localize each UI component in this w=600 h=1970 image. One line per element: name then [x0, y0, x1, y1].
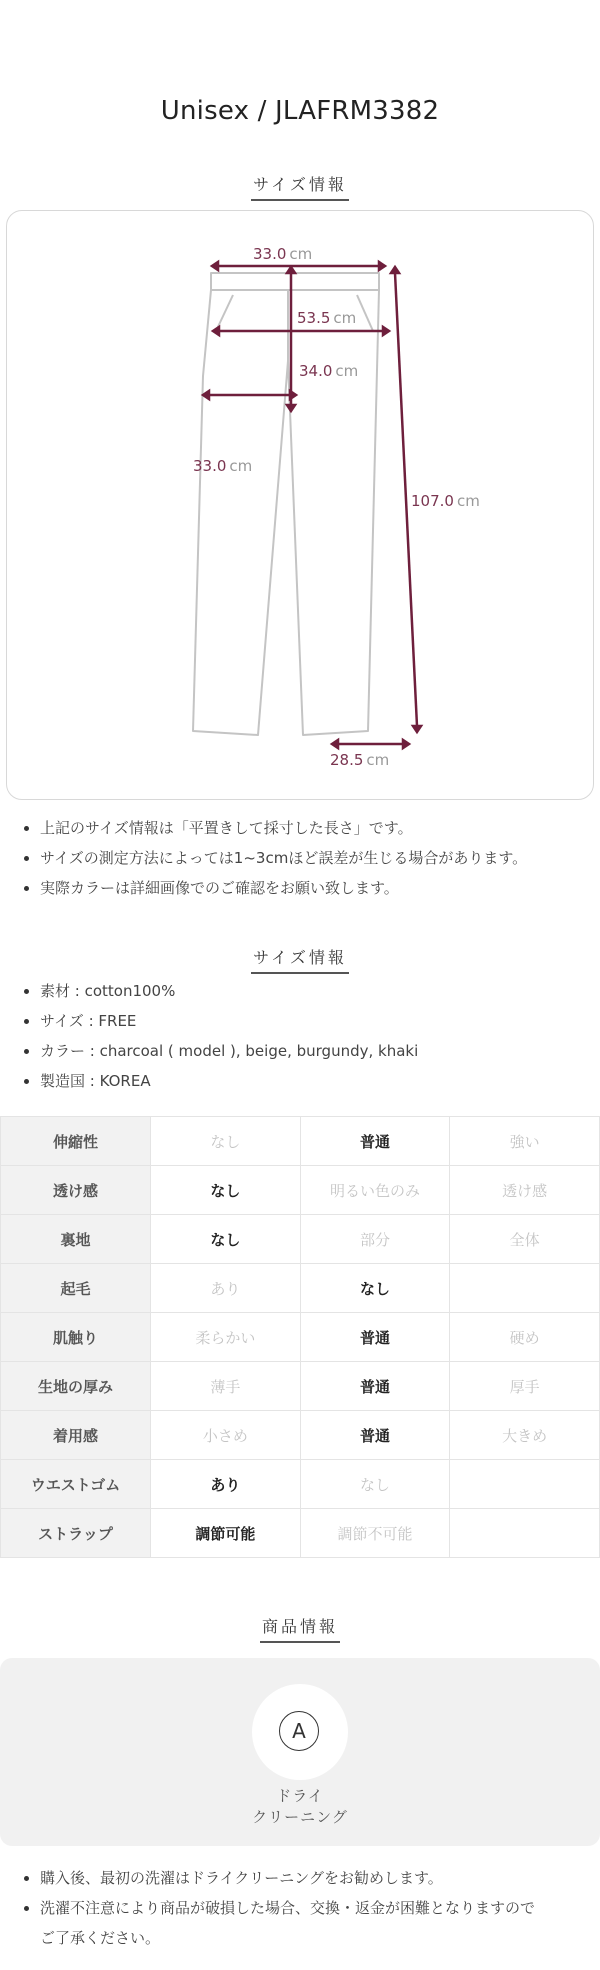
attribute-option: なし [151, 1166, 301, 1215]
attribute-option: 普通 [300, 1411, 450, 1460]
size-section-header [0, 172, 600, 201]
list-item: 上記のサイズ情報は「平置きして採寸した長さ」です。 [18, 813, 527, 843]
list-item: 購入後、最初の洗濯はドライクリーニングをお勧めします。 [18, 1863, 535, 1893]
total-length-unit: cm [456, 492, 480, 510]
table-row [1, 1313, 600, 1362]
hem-width-label [330, 751, 389, 769]
attribute-option: 明るい色のみ [300, 1166, 450, 1215]
rise-unit: cm [335, 362, 359, 380]
attribute-option: 厚手 [450, 1362, 600, 1411]
attribute-option: 硬め [450, 1313, 600, 1362]
list-item: カラー : charcoal ( model ), beige, burgundy, khaki [18, 1036, 418, 1066]
attribute-option: なし [151, 1215, 301, 1264]
hip-width-value: 53.5 [297, 309, 331, 327]
list-item-continuation: ご了承ください。 [40, 1929, 161, 1947]
attribute-option: 調節不可能 [300, 1509, 450, 1558]
attribute-option [450, 1264, 600, 1313]
attribute-label: 肌触り [1, 1313, 151, 1362]
attribute-option [450, 1509, 600, 1558]
measure-lines [203, 262, 421, 748]
attribute-label: 透け感 [1, 1166, 151, 1215]
attribute-label: 裏地 [1, 1215, 151, 1264]
attribute-option: 全体 [450, 1215, 600, 1264]
thigh-width-value: 33.0 [193, 457, 227, 475]
waist-width-label [253, 245, 312, 263]
attribute-label: 着用感 [1, 1411, 151, 1460]
list-item: 素材 : cotton100% [18, 976, 418, 1006]
attribute-option: あり [151, 1460, 301, 1509]
attribute-option: あり [151, 1264, 301, 1313]
hem-width-value: 28.5 [330, 751, 364, 769]
table-row [1, 1509, 600, 1558]
attribute-option: 薄手 [151, 1362, 301, 1411]
list-item: サイズ : FREE [18, 1006, 418, 1036]
care-icon-circle [252, 1684, 348, 1780]
attribute-option: なし [300, 1264, 450, 1313]
care-instruction-box [0, 1658, 600, 1846]
size-diagram [6, 210, 594, 800]
table-row [1, 1117, 600, 1166]
dry-clean-icon: A [279, 1711, 319, 1751]
attribute-option: 普通 [300, 1362, 450, 1411]
pants-diagram [7, 211, 595, 801]
attribute-label: ウエストゴム [1, 1460, 151, 1509]
attribute-option [450, 1460, 600, 1509]
attribute-label: 起毛 [1, 1264, 151, 1313]
hem-width-unit: cm [366, 751, 390, 769]
total-length-label [411, 492, 480, 510]
list-item: サイズの測定方法によっては1~3cmほど誤差が生じる場合があります。 [18, 843, 527, 873]
table-row [1, 1362, 600, 1411]
attribute-option: 透け感 [450, 1166, 600, 1215]
table-row [1, 1460, 600, 1509]
attribute-option: 普通 [300, 1117, 450, 1166]
attribute-option: なし [300, 1460, 450, 1509]
thigh-width-unit: cm [229, 457, 253, 475]
care-notes [18, 1863, 535, 1953]
waist-width-unit: cm [289, 245, 313, 263]
product-info-heading: 商品情報 [260, 1614, 340, 1643]
attribute-label: 生地の厚み [1, 1362, 151, 1411]
material-section-heading: サイズ情報 [251, 945, 349, 974]
material-specs [18, 976, 418, 1096]
hip-width-label [297, 309, 356, 327]
product-title: Unisex / JLAFRM3382 [160, 96, 440, 126]
size-notes [18, 813, 527, 903]
care-label [0, 1786, 600, 1828]
waist-width-value: 33.0 [253, 245, 287, 263]
size-section-heading: サイズ情報 [251, 172, 349, 201]
table-row [1, 1264, 600, 1313]
attribute-option: 普通 [300, 1313, 450, 1362]
fabric-attribute-table [0, 1116, 600, 1558]
attribute-option: 柔らかい [151, 1313, 301, 1362]
list-item: 洗濯不注意により商品が破損した場合、交換・返金が困難となりますので [18, 1893, 535, 1923]
product-info-header [0, 1614, 600, 1643]
attribute-label: 伸縮性 [1, 1117, 151, 1166]
attribute-option: 調節可能 [151, 1509, 301, 1558]
total-length-value: 107.0 [411, 492, 454, 510]
attribute-option: 部分 [300, 1215, 450, 1264]
table-row [1, 1215, 600, 1264]
attribute-option: 小さめ [151, 1411, 301, 1460]
attribute-option: 強い [450, 1117, 600, 1166]
table-row [1, 1411, 600, 1460]
attribute-option: 大きめ [450, 1411, 600, 1460]
attribute-option: なし [151, 1117, 301, 1166]
pants-outline [193, 273, 379, 735]
list-item: 実際カラーは詳細画像でのご確認をお願い致します。 [18, 873, 527, 903]
rise-label [299, 362, 358, 380]
list-item: 製造国 : KOREA [18, 1066, 418, 1096]
care-label-line2: クリーニング [252, 1808, 348, 1826]
table-row [1, 1166, 600, 1215]
care-label-line1: ドライ [276, 1787, 324, 1805]
hip-width-unit: cm [333, 309, 357, 327]
attribute-label: ストラップ [1, 1509, 151, 1558]
material-section-header [0, 945, 600, 974]
thigh-width-label [193, 457, 252, 475]
rise-value: 34.0 [299, 362, 333, 380]
